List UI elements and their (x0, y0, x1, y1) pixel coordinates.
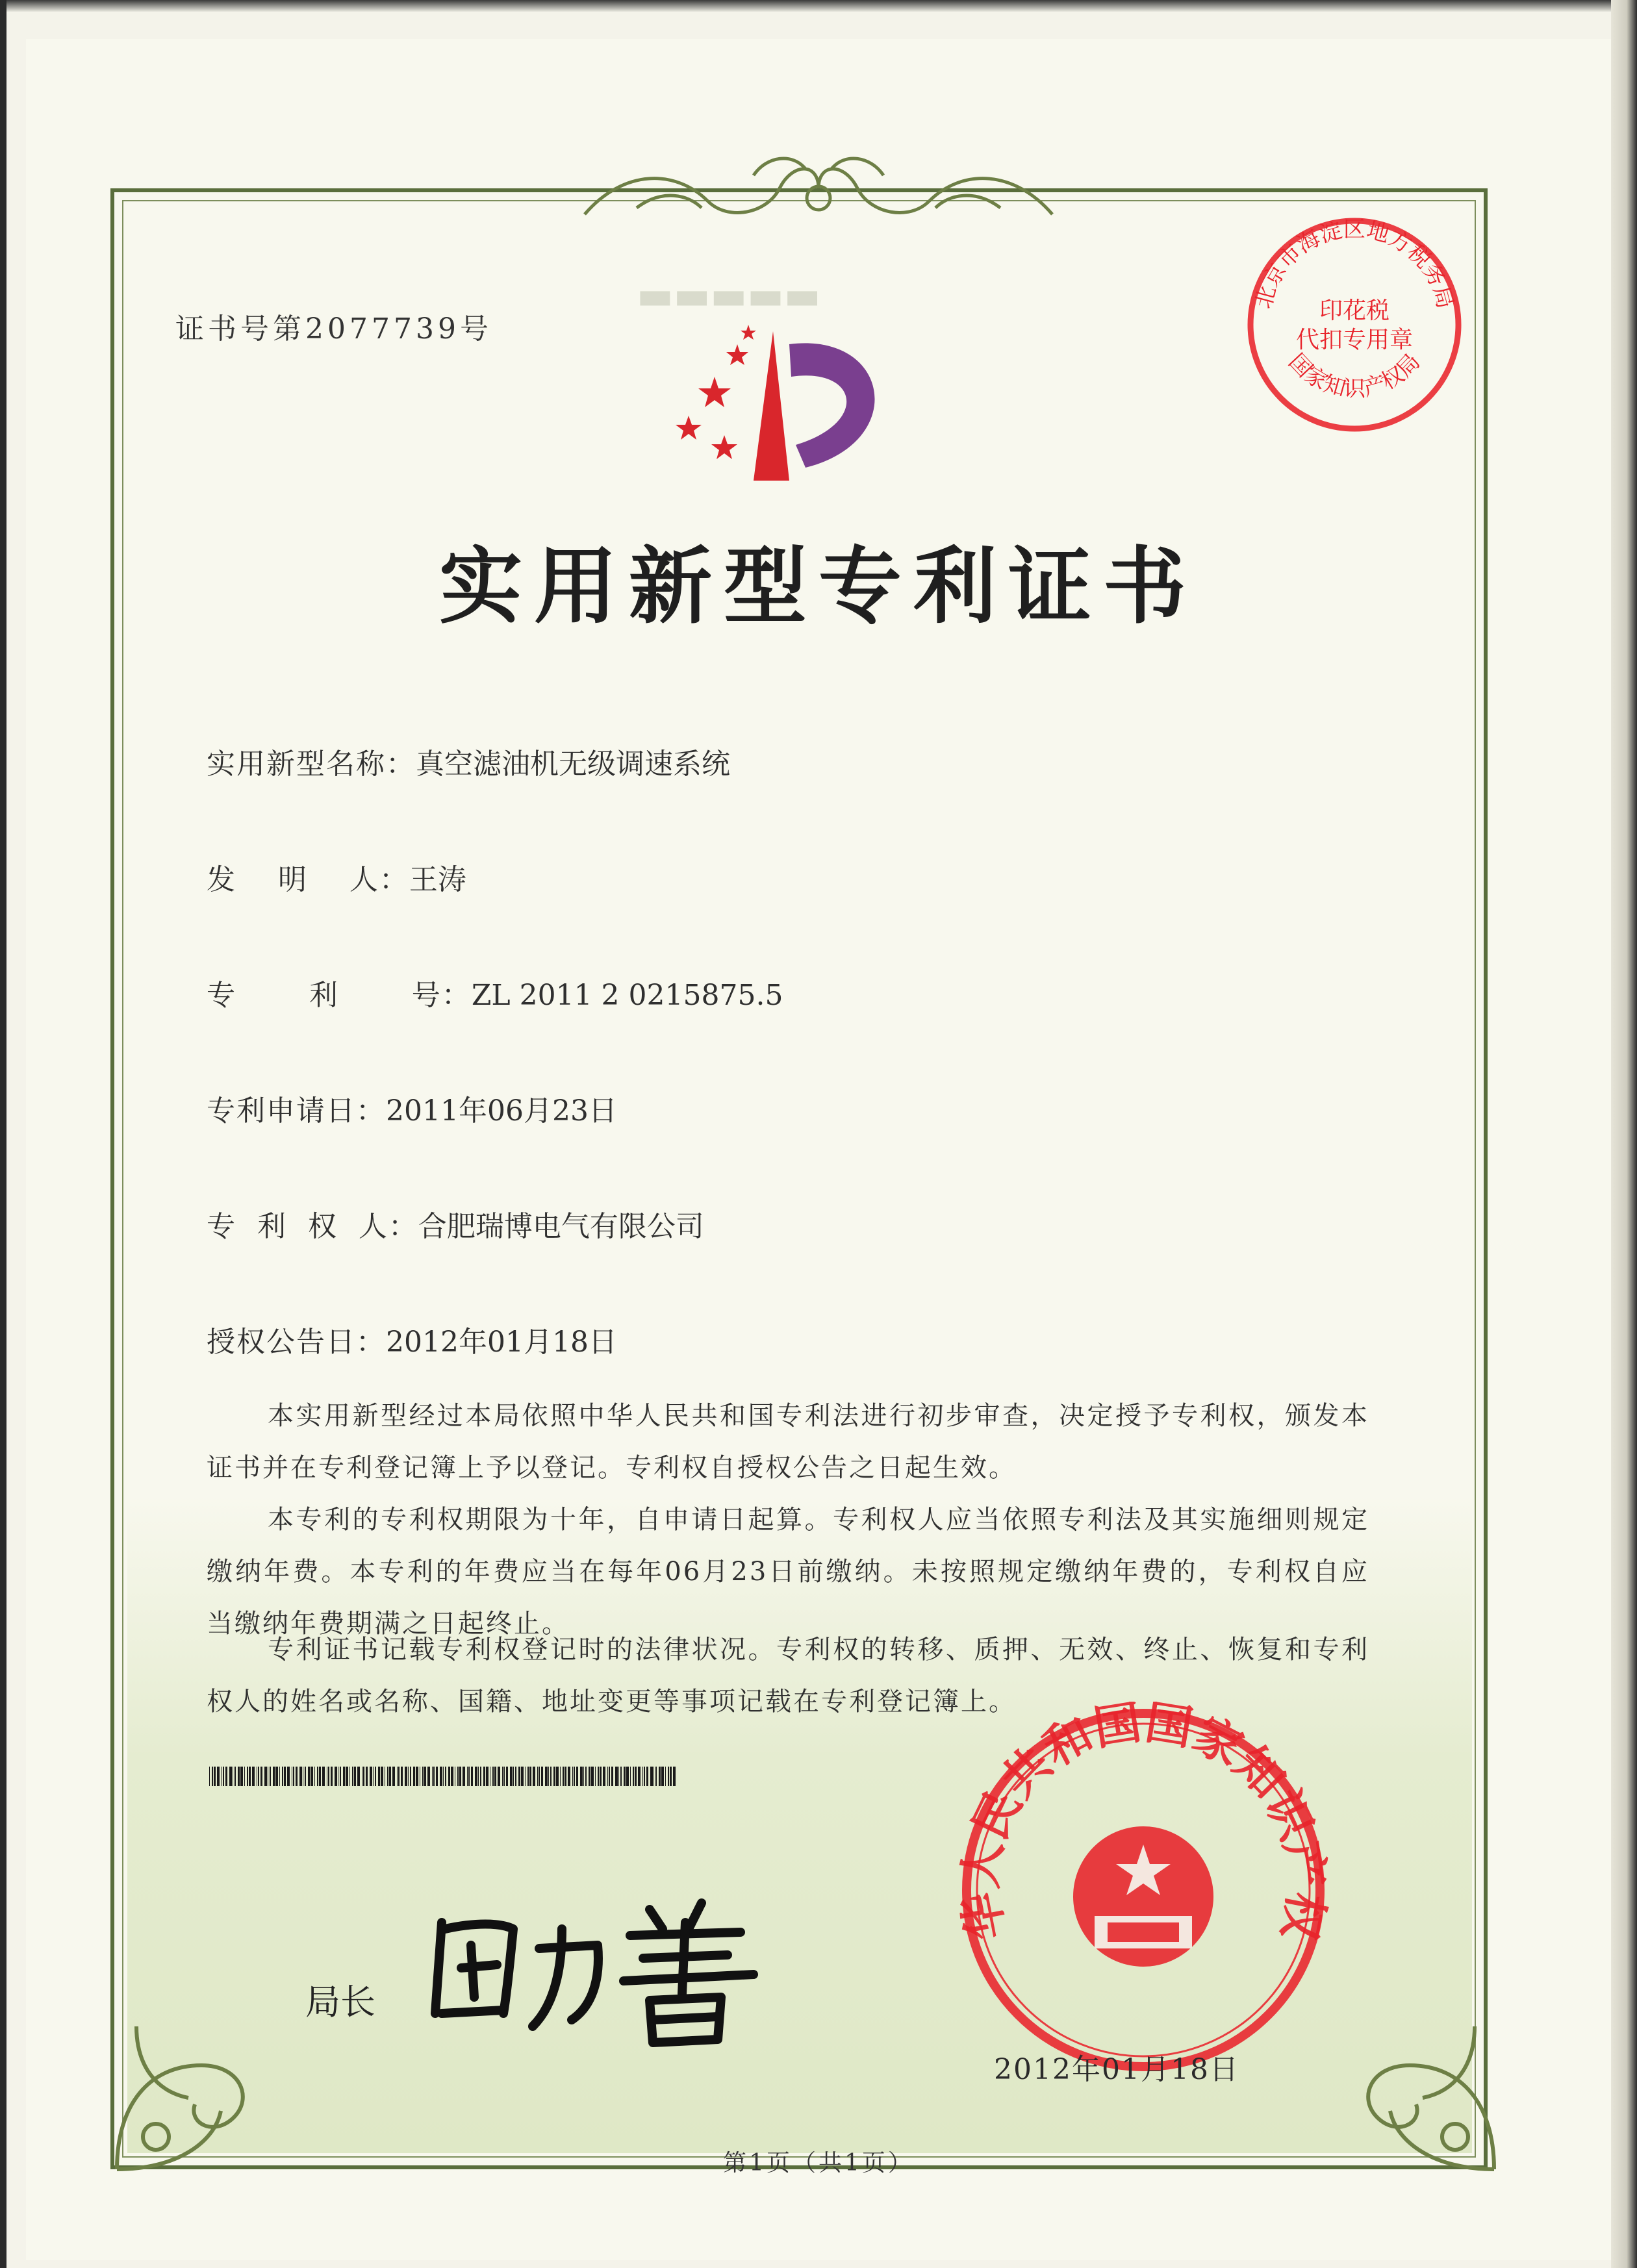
tax-seal-bottom-text: 国家知识产权局 (1283, 348, 1426, 403)
seal-date: 2012年01月18日 (994, 2053, 1239, 2086)
barcode-bar (670, 1767, 672, 1786)
barcode-bar (252, 1767, 255, 1786)
barcode-bar (247, 1767, 248, 1786)
barcode-bar (443, 1767, 444, 1786)
barcode-bar (510, 1767, 513, 1786)
barcode-bar (498, 1767, 500, 1786)
barcode-bar (589, 1767, 590, 1786)
barcode-bar (553, 1767, 555, 1786)
barcode-bar (451, 1767, 453, 1786)
tax-stamp-seal-icon (1237, 208, 1471, 442)
barcode-bar (349, 1767, 350, 1786)
barcode-bar (550, 1767, 552, 1786)
barcode-bar (308, 1767, 310, 1786)
barcode-bar (572, 1767, 573, 1786)
barcode-bar (235, 1767, 236, 1786)
barcode-bar (644, 1767, 645, 1786)
barcode-bar (471, 1767, 473, 1786)
barcode-bar (273, 1767, 275, 1786)
field-label: 发 明 人： (207, 863, 409, 896)
barcode-bar (343, 1767, 345, 1786)
barcode-bar (518, 1767, 520, 1786)
barcode-bar (615, 1767, 618, 1786)
barcode-bar (264, 1767, 267, 1786)
barcode-bar (560, 1767, 561, 1786)
barcode-bar (270, 1767, 271, 1786)
barcode-bar (440, 1767, 442, 1786)
barcode-bar (650, 1767, 653, 1786)
barcode-bar (314, 1767, 315, 1786)
barcode-bar (486, 1767, 489, 1786)
barcode-bar (480, 1767, 481, 1786)
barcode-bar (673, 1767, 676, 1786)
barcode-bar (529, 1767, 531, 1786)
barcode-bar (296, 1767, 298, 1786)
barcode-bar (229, 1767, 232, 1786)
field-utility-name (207, 740, 730, 782)
barcode-bar (448, 1767, 450, 1786)
barcode-bar (659, 1767, 661, 1786)
barcode-bar (525, 1767, 526, 1786)
barcode-bar (620, 1767, 622, 1786)
barcode-bar (214, 1767, 216, 1786)
sipo-logo-icon (676, 305, 935, 500)
barcode-bar (661, 1767, 664, 1786)
barcode-bar (457, 1767, 459, 1786)
field-label: 实用新型名称： (207, 748, 416, 781)
director-label: 局长 (305, 1982, 375, 2022)
barcode-bar (513, 1767, 514, 1786)
barcode-bar (398, 1767, 400, 1786)
barcode-bar (381, 1767, 383, 1786)
barcode-bar (583, 1767, 584, 1786)
barcode-bar (424, 1767, 426, 1786)
barcode-bar (354, 1767, 356, 1786)
barcode-bar (494, 1767, 496, 1786)
barcode-bar (600, 1767, 602, 1786)
barcode-bar (626, 1767, 629, 1786)
barcode-bar (436, 1767, 438, 1786)
barcode-bar (389, 1767, 391, 1786)
barcode-bar (366, 1767, 368, 1786)
field-label: 专 利 权 人： (207, 1210, 418, 1243)
barcode-bar (598, 1767, 599, 1786)
barcode-bar (568, 1767, 570, 1786)
barcode-bar (225, 1767, 227, 1786)
field-grant-date (207, 1318, 617, 1360)
barcode-bar (655, 1767, 657, 1786)
barcode-bar (533, 1767, 535, 1786)
barcode-bar (258, 1767, 259, 1786)
scan-edge-right (1611, 0, 1637, 2268)
barcode-bar (548, 1767, 549, 1786)
barcode-bar (238, 1767, 240, 1786)
barcode-bar (459, 1767, 461, 1786)
barcode-bar (335, 1767, 337, 1786)
paragraph-legal-status: 专利证书记载专利权登记时的法律状况。专利权的转移、质押、无效、终止、恢复和专利权人的姓名或名称、国籍、地址变更等事项记载在专利登记簿上。 (207, 1635, 1369, 1717)
field-label: 专利申请日： (207, 1094, 386, 1128)
field-value: 王涛 (409, 863, 466, 896)
barcode-bar (468, 1767, 470, 1786)
barcode-bar (413, 1767, 415, 1786)
barcode-bar (585, 1767, 587, 1786)
barcode-bar (556, 1767, 559, 1786)
barcode-bar (521, 1767, 524, 1786)
barcode-bar (642, 1767, 643, 1786)
barcode-bar (539, 1767, 540, 1786)
main-seal-text-ring (955, 1702, 1332, 2078)
barcode-bar (545, 1767, 548, 1786)
barcode-bar (611, 1767, 613, 1786)
barcode-bar (665, 1767, 666, 1786)
barcode-bar (401, 1767, 403, 1786)
barcode-bar (574, 1767, 575, 1786)
barcode-bar (249, 1767, 251, 1786)
barcode-bar (244, 1767, 245, 1786)
director-signature-icon (416, 1884, 780, 2052)
barcode-bar (483, 1767, 485, 1786)
barcode-bar (445, 1767, 446, 1786)
barcode-bar (305, 1767, 306, 1786)
top-ornament-icon (559, 143, 1078, 234)
barcode-bar (387, 1767, 388, 1786)
barcode-bar (408, 1767, 409, 1786)
barcode-bar (284, 1767, 286, 1786)
field-label: 授权公告日： (207, 1326, 386, 1359)
tax-seal-center-text-2: 代扣专用章 (1295, 327, 1414, 353)
barcode-bar (331, 1767, 333, 1786)
barcode-bar (603, 1767, 605, 1786)
barcode-bar (503, 1767, 505, 1786)
barcode-icon (209, 1767, 677, 1786)
ghost-backside-title: ▬▬▬▬▬ (637, 273, 821, 318)
barcode-bar (375, 1767, 376, 1786)
paragraph-grant-statement: 本实用新型经过本局依照中华人民共和国专利法进行初步审查，决定授予专利权，颁发本证书并在专利登记簿上予以登记。专利权自授权公告之日起生效。 (207, 1401, 1369, 1483)
svg-text:中华人民共和国国家知识产权局 (955, 1702, 1332, 1945)
barcode-bar (618, 1767, 619, 1786)
svg-text:国家知识产权局 (1284, 349, 1426, 402)
field-label: 专 利 号： (207, 979, 472, 1012)
barcode-bar (397, 1767, 398, 1786)
barcode-bar (630, 1767, 631, 1786)
barcode-bar (378, 1767, 380, 1786)
barcode-bar (346, 1767, 348, 1786)
barcode-bar (591, 1767, 594, 1786)
paragraph-term-statement: 本专利的专利权期限为十年，自申请日起算。专利权人应当依照专利法及其实施细则规定缴纳年费。本专利的年费应当在每年06月23日前缴纳。未按照规定缴纳年费的，专利权自应当缴纳年费期满之日起终止。 (207, 1505, 1369, 1639)
field-inventor (207, 856, 466, 898)
field-value: 2011年06月23日 (386, 1094, 617, 1128)
barcode-bar (240, 1767, 243, 1786)
barcode-bar (373, 1767, 374, 1786)
barcode-bar (576, 1767, 578, 1786)
barcode-bar (422, 1767, 424, 1786)
barcode-bar (565, 1767, 566, 1786)
barcode-bar (595, 1767, 596, 1786)
barcode-bar (527, 1767, 529, 1786)
page-number: 第1页（共1页） (723, 2150, 914, 2176)
field-value: 2012年01月18日 (386, 1326, 617, 1359)
barcode-bar (357, 1767, 360, 1786)
certificate-number: 证书号第2077739号 (175, 312, 492, 346)
barcode-bar (432, 1767, 433, 1786)
barcode-bar (475, 1767, 477, 1786)
barcode-bar (352, 1767, 353, 1786)
barcode-bar (515, 1767, 516, 1786)
field-value: 合肥瑞博电气有限公司 (418, 1210, 704, 1243)
barcode-bar (322, 1767, 325, 1786)
barcode-bar (478, 1767, 479, 1786)
barcode-bar (392, 1767, 395, 1786)
tax-seal-text: 北京市海淀区地方税务局 (1250, 216, 1458, 312)
scan-edge-top (0, 0, 1637, 12)
barcode-bar (580, 1767, 583, 1786)
barcode-bar (328, 1767, 329, 1786)
barcode-bar (502, 1767, 503, 1786)
barcode-bar (223, 1767, 224, 1786)
barcode-bar (212, 1767, 213, 1786)
barcode-bar (646, 1767, 648, 1786)
barcode-bar (416, 1767, 418, 1786)
barcode-bar (317, 1767, 318, 1786)
barcode-bar (311, 1767, 313, 1786)
barcode-bar (467, 1767, 468, 1786)
field-patentee (207, 1203, 704, 1244)
field-filing-date (207, 1087, 617, 1129)
barcode-bar (492, 1767, 494, 1786)
certificate-title: 实用新型专利证书 (438, 538, 1198, 635)
barcode-bar (340, 1767, 341, 1786)
barcode-bar (635, 1767, 637, 1786)
barcode-bar (293, 1767, 294, 1786)
barcode-bar (405, 1767, 407, 1786)
main-seal-text: 华人民共和国国家知识产权 (955, 1702, 1332, 1945)
barcode-bar (638, 1767, 641, 1786)
barcode-bar (607, 1767, 608, 1786)
barcode-bar (217, 1767, 220, 1786)
barcode-bar (463, 1767, 465, 1786)
barcode-bar (209, 1767, 210, 1786)
tax-seal-center-text: 印花税 (1319, 297, 1390, 324)
barcode-bar (363, 1767, 364, 1786)
field-value: 真空滤油机无级调速系统 (416, 748, 730, 781)
barcode-bar (609, 1767, 610, 1786)
barcode-bar (624, 1767, 626, 1786)
field-value: ZL 2011 2 0215875.5 (471, 979, 783, 1012)
barcode-bar (541, 1767, 543, 1786)
barcode-bar (319, 1767, 321, 1786)
barcode-bar (287, 1767, 290, 1786)
field-patent-number (207, 972, 783, 1013)
barcode-bar (668, 1767, 669, 1786)
barcode-bar (260, 1767, 262, 1786)
barcode-bar (282, 1767, 283, 1786)
barcode-bar (370, 1767, 372, 1786)
barcode-bar (563, 1767, 564, 1786)
barcode-bar (275, 1767, 278, 1786)
barcode-bar (537, 1767, 538, 1786)
barcode-bar (427, 1767, 430, 1786)
scan-edge-left (0, 0, 6, 2268)
barcode-bar (433, 1767, 435, 1786)
barcode-bar (299, 1767, 302, 1786)
barcode-bar (410, 1767, 411, 1786)
barcode-bar (506, 1767, 508, 1786)
barcode-bar (633, 1767, 634, 1786)
barcode-bar (279, 1767, 280, 1786)
